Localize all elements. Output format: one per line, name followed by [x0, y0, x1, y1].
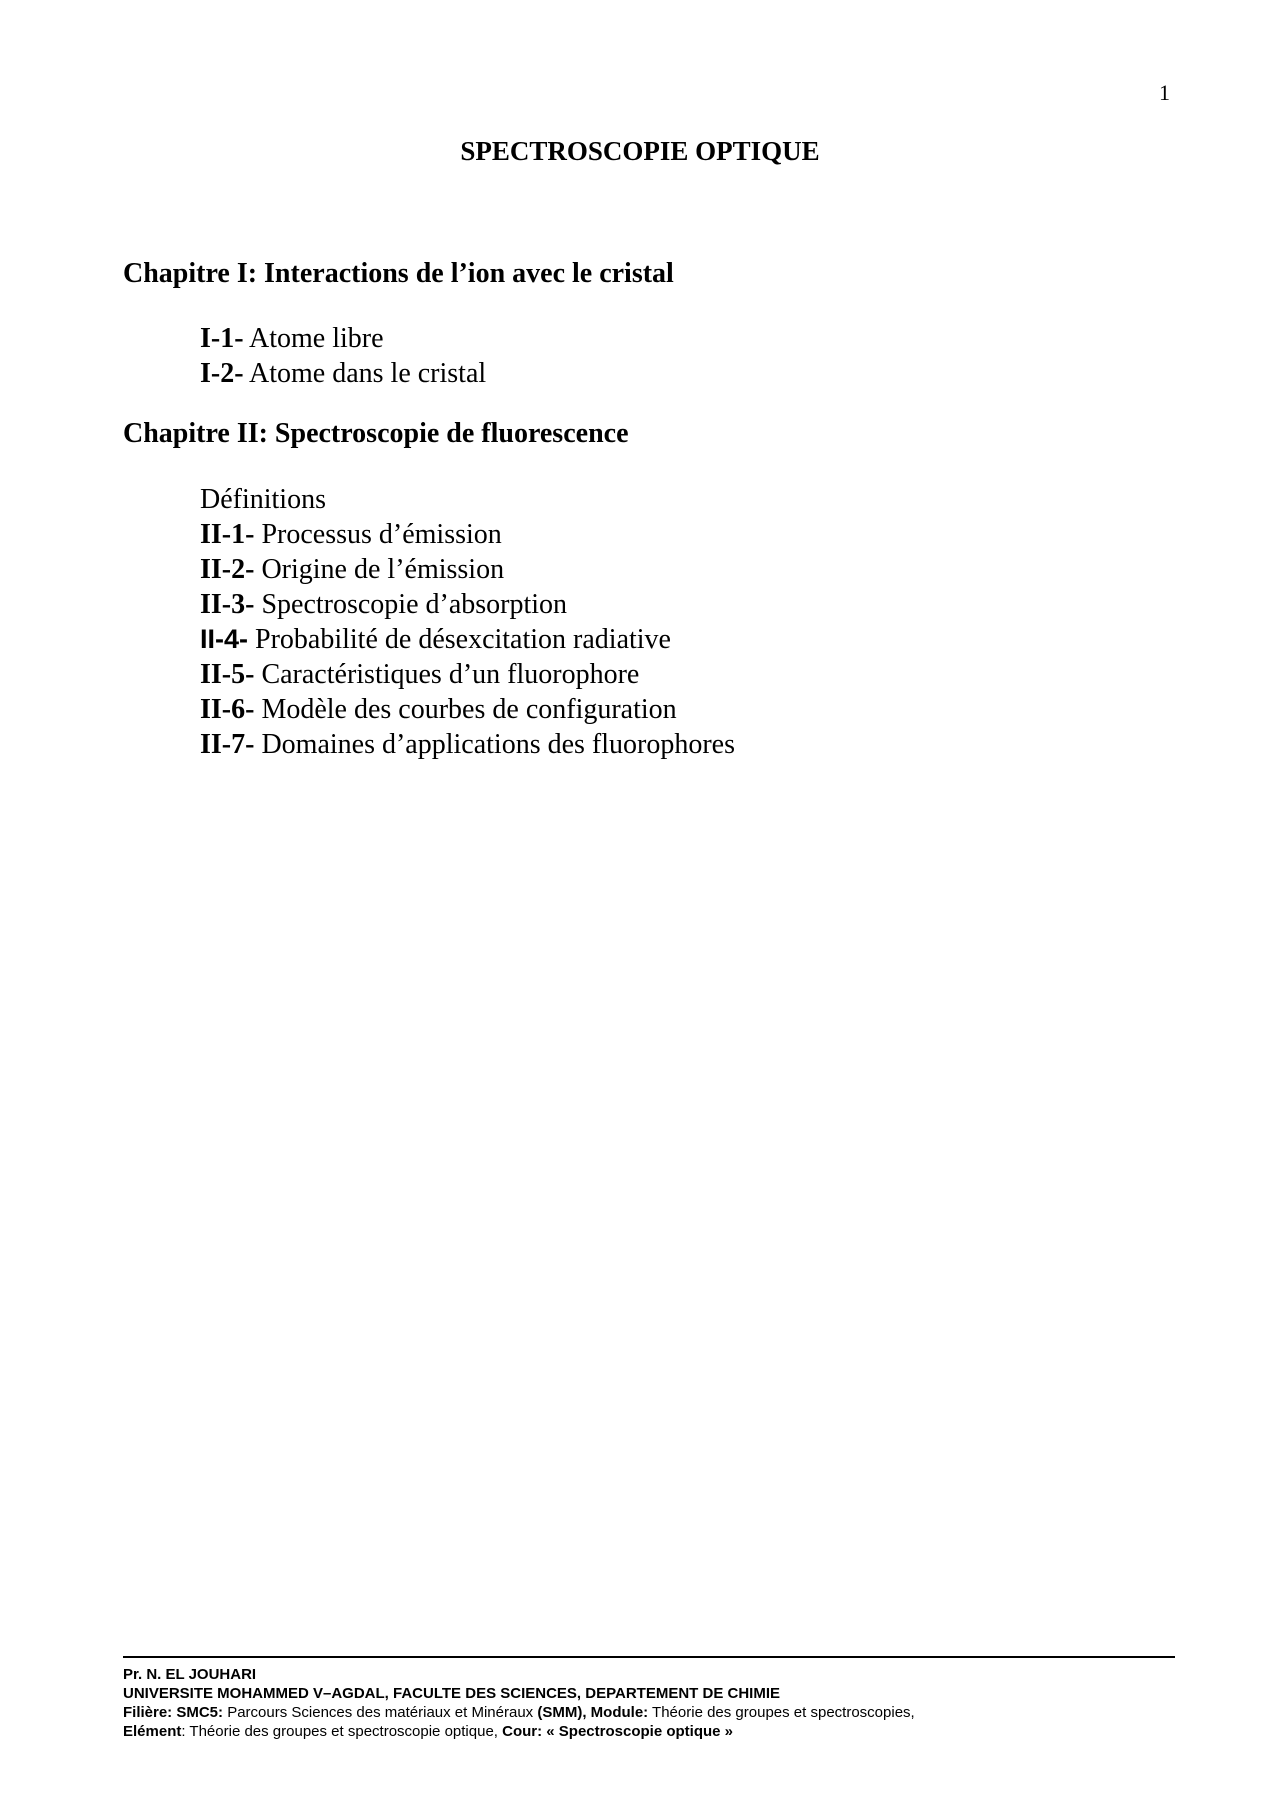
list-item	[200, 356, 486, 391]
section-title: Domaines d’applications des fluorophores	[261, 729, 736, 760]
list-item	[200, 657, 735, 692]
footer-cour-text: « Spectroscopie optique »	[542, 1723, 734, 1740]
section-number: II-4-	[200, 624, 249, 654]
list-item	[200, 517, 735, 552]
footer-cour-label: Cour:	[502, 1723, 543, 1740]
footer-filiere-text: Parcours Sciences des matériaux et Minéraux	[223, 1704, 538, 1721]
section-number: II-6-	[200, 694, 255, 725]
section-number: II-2-	[200, 554, 255, 585]
footer-program-line	[123, 1703, 1175, 1722]
document-title: SPECTROSCOPIE OPTIQUE	[460, 136, 820, 166]
footer-element-label: Elément	[123, 1723, 182, 1740]
list-item	[200, 727, 735, 762]
section-title: Processus d’émission	[261, 519, 502, 550]
page-footer	[123, 1665, 1175, 1741]
footer-divider	[123, 1656, 1175, 1658]
section-title: Modèle des courbes de configuration	[261, 694, 677, 725]
list-item	[200, 692, 735, 727]
section-number: II-7-	[200, 729, 255, 760]
footer-element-line	[123, 1722, 1175, 1741]
list-item	[200, 321, 486, 356]
section-list	[200, 482, 735, 762]
section-number: II-1-	[200, 519, 255, 550]
section-title: Caractéristiques d’un fluorophore	[261, 659, 640, 690]
chapter-heading: Chapitre I: Interactions de l’ion avec le cristal	[123, 258, 674, 289]
section-title: Probabilité de désexcitation radiative	[255, 624, 671, 655]
section-list	[200, 321, 486, 391]
section-title: Origine de l’émission	[261, 554, 505, 585]
section-title: Atome dans le cristal	[249, 358, 487, 389]
footer-filiere-label: Filière: SMC5:	[123, 1704, 224, 1721]
footer-module-text: Théorie des groupes et spectroscopies,	[648, 1704, 915, 1721]
chapter-heading: Chapitre II: Spectroscopie de fluorescence	[123, 418, 629, 449]
list-item	[200, 552, 735, 587]
section-number: I-1-	[200, 323, 244, 354]
section-title: Spectroscopie d’absorption	[261, 589, 568, 620]
footer-element-text: : Théorie des groupes et spectroscopie optique,	[181, 1723, 503, 1740]
footer-author: Pr. N. EL JOUHARI	[123, 1666, 257, 1683]
section-number: II-3-	[200, 589, 255, 620]
section-intro: Définitions	[200, 484, 326, 515]
page-number: 1	[1159, 80, 1170, 105]
section-number: II-5-	[200, 659, 255, 690]
footer-module-label: Module:	[586, 1704, 649, 1721]
footer-smm: (SMM),	[537, 1704, 587, 1721]
section-number: I-2-	[200, 358, 244, 389]
section-title: Atome libre	[249, 323, 384, 354]
list-item	[200, 587, 735, 622]
footer-institution: UNIVERSITE MOHAMMED V–AGDAL, FACULTE DES SCIENCES, DEPARTEMENT DE CHIMIE	[123, 1685, 780, 1702]
list-item	[200, 622, 735, 657]
